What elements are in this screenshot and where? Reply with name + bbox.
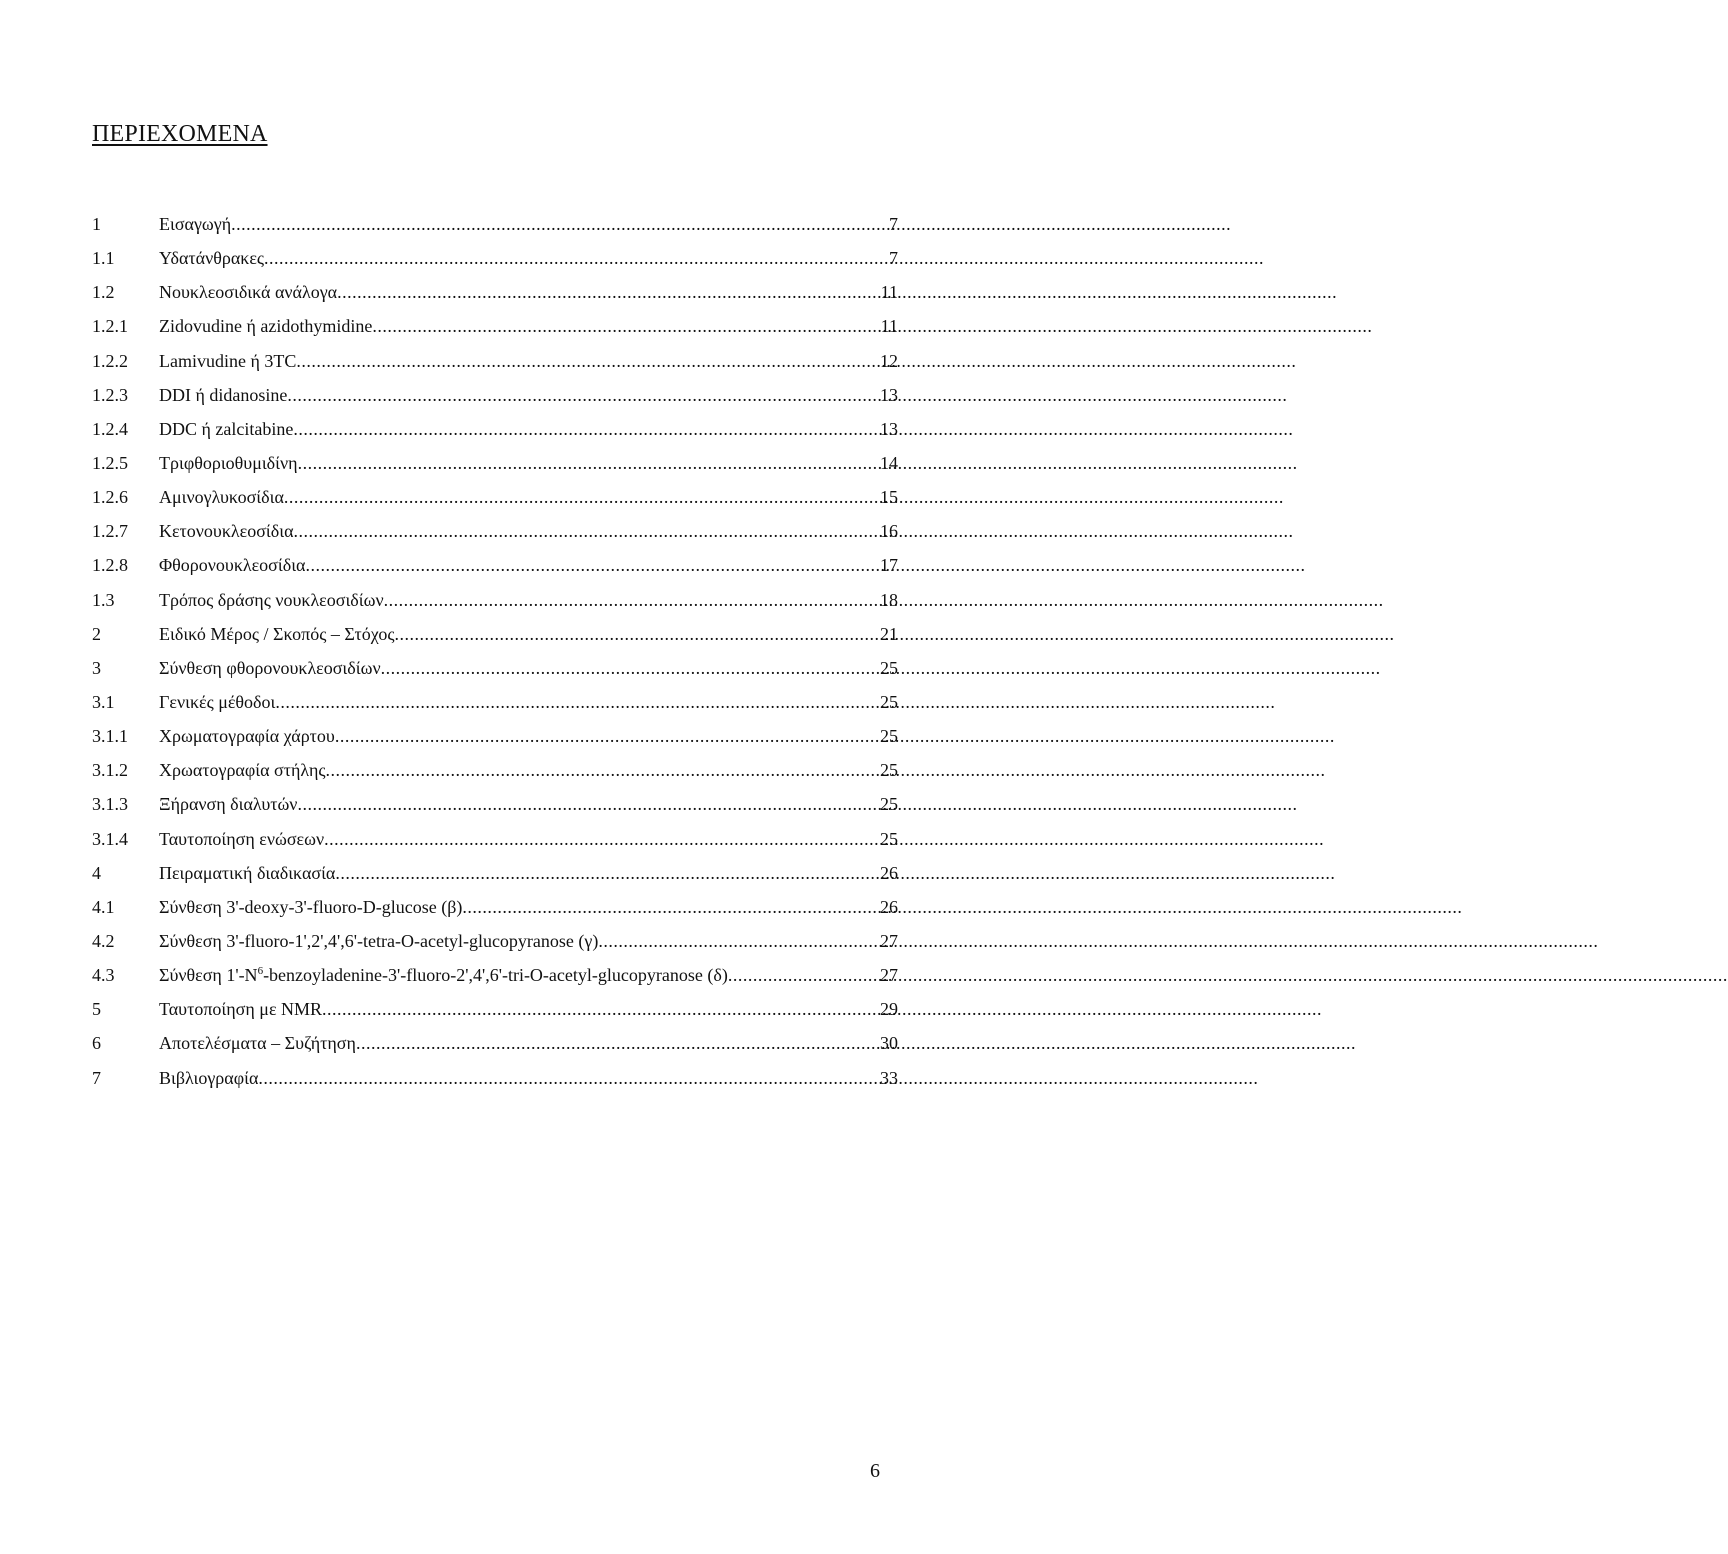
toc-entry-page: 16 [880,521,898,542]
toc-entry-number: 1.2.5 [92,452,128,473]
toc-entry-title: Υδατάνθρακες [159,248,265,269]
superscript-text: 6 [257,965,264,978]
toc-entry-page: 7 [889,248,898,269]
dot-leader [296,351,880,372]
toc-entry-number: 6 [92,1033,101,1054]
toc-entry-number: 1.3 [92,589,115,610]
toc-entry [92,726,898,760]
dot-leader [294,521,881,542]
toc-entry [92,419,898,453]
toc-entry-page: 25 [880,794,898,815]
toc-entry [92,829,898,863]
dot-leader [356,1033,880,1054]
toc-entry-number: 3.1.4 [92,828,128,849]
toc-entry-title: Γενικές μέθοδοι [159,691,276,712]
toc-entry-title [159,965,728,986]
toc-entry-number: 1.2.3 [92,384,128,405]
toc-entry-page: 29 [880,999,898,1020]
toc-entry-number: 1.2.1 [92,316,128,337]
toc-entry-title: DDI ή didanosine [159,384,288,405]
page-number: 6 [870,1460,880,1482]
toc-entry [92,214,898,248]
toc-entry-number: 1.2.2 [92,350,128,371]
toc-entry-page: 25 [880,657,898,678]
toc-entry-title: Ταυτοποίηση ενώσεων [159,828,325,849]
dot-leader [275,692,880,713]
toc-entry [92,658,898,692]
dot-leader [325,760,880,781]
dot-leader [335,726,880,747]
toc-entry-number: 4 [92,862,101,883]
toc-entry-number: 7 [92,1067,101,1088]
toc-entry-number: 1.2.7 [92,521,128,542]
toc-entry [92,351,898,385]
toc-entry [92,965,898,999]
toc-entry [92,692,898,726]
dot-leader [305,555,880,576]
toc-entry-number: 1.2 [92,282,115,303]
toc-entry-page: 33 [880,1067,898,1088]
toc-entry-number: 2 [92,623,101,644]
toc-entry-page: 13 [880,384,898,405]
toc-entry-title: Νουκλεοσιδικά ανάλογα [159,282,338,303]
toc-entry-number: 1.2.8 [92,555,128,576]
toc-entry [92,794,898,828]
toc-entry-title: Βιβλιογραφία [159,1067,259,1088]
toc-entry-title: Χρωματογραφία χάρτου [159,726,335,747]
toc-entry-page: 25 [880,828,898,849]
toc-entry [92,1068,898,1102]
dot-leader [258,1068,880,1089]
toc-entry-title: Χρωατογραφία στήλης [159,760,326,781]
toc-entry-page: 21 [880,623,898,644]
toc-entry-title: Ξήρανση διαλυτών [159,794,298,815]
dot-leader [324,829,880,850]
dot-leader [728,965,880,986]
toc-entry-number: 3.1.2 [92,760,128,781]
toc-entry [92,1033,898,1067]
dot-leader [298,453,880,474]
toc-entry-number: 1.1 [92,248,115,269]
toc-entry-title: Κετονουκλεοσίδια [159,521,294,542]
toc-entry-number: 1 [92,214,101,234]
dot-leader [372,316,880,337]
toc-entry-title: Τρόπος δράσης νουκλεοσιδίων [159,589,384,610]
toc-entry-page: 7 [889,214,898,234]
toc-entry-number: 3.1.3 [92,794,128,815]
toc-entry [92,521,898,555]
toc-entry-number: 3.1 [92,691,115,712]
toc-entry [92,931,898,965]
dot-leader [335,863,880,884]
toc-entry-page: 27 [880,965,898,986]
toc-entry-number: 1.2.6 [92,487,128,508]
toc-entry-title: Αμινογλυκοσίδια [159,487,284,508]
toc-entry-page: 25 [880,691,898,712]
toc-entry-page: 26 [880,896,898,917]
dot-leader [384,590,880,611]
toc-entry-number: 4.1 [92,896,115,917]
toc-entry [92,897,898,931]
toc-entry-page: 18 [880,589,898,610]
dot-leader [395,624,881,645]
toc-entry [92,487,898,521]
toc-entry-title: Lamivudine ή 3TC [159,350,297,371]
toc-entry-page: 26 [880,862,898,883]
toc-entry-title: Φθορονουκλεοσίδια [159,555,306,576]
toc-entry-number: 4.2 [92,930,115,951]
toc-entry-title: Ταυτοποίηση με NMR [159,999,323,1020]
toc-entry-page: 12 [880,350,898,371]
dot-leader [462,897,880,918]
dot-leader [322,999,880,1020]
toc-entry-title: Ειδικό Μέρος / Σκοπός – Στόχος [159,623,395,644]
toc-entry-title: Σύνθεση 3'-fluoro-1',2',4',6'-tetra-O-acetyl-glucopyranose (γ) [159,930,599,951]
dot-leader [381,658,880,679]
toc-entry-title: Τριφθοριοθυμιδίνη [159,452,298,473]
toc-entry-title: Εισαγωγή [159,214,232,234]
toc-entry-page: 30 [880,1033,898,1054]
dot-leader [287,385,880,406]
toc-entry-number: 1.2.4 [92,418,128,439]
toc-entry-page: 14 [880,452,898,473]
toc-entry-number: 4.3 [92,965,115,986]
toc-entry [92,248,898,282]
toc-entry [92,555,898,589]
toc-entry-page: 25 [880,726,898,747]
dot-leader [598,931,880,952]
toc-entry-title: Zidovudine ή azidothymidine [159,316,373,337]
dot-leader [284,487,880,508]
toc-entry-number: 3.1.1 [92,726,128,747]
dot-leader [297,794,880,815]
toc-entry-page: 15 [880,487,898,508]
toc-entry [92,760,898,794]
toc-entry [92,590,898,624]
table-of-contents [92,214,898,1102]
toc-entry-title: Πειραματική διαδικασία [159,862,336,883]
toc-entry-page: 11 [880,282,898,303]
toc-entry-page: 17 [880,555,898,576]
toc-entry [92,385,898,419]
toc-entry-number: 5 [92,999,101,1020]
dot-leader [231,214,889,235]
toc-entry [92,316,898,350]
toc-entry-page: 25 [880,760,898,781]
toc-entry-page: 27 [880,930,898,951]
dot-leader [264,248,889,269]
dot-leader [293,419,880,440]
toc-entry-title: DDC ή zalcitabine [159,418,294,439]
toc-entry-title-part: Σύνθεση 1'-N [159,965,258,986]
toc-entry [92,999,898,1033]
toc-entry-title: Σύνθεση 3'-deoxy-3'-fluoro-D-glucose (β) [159,896,463,917]
toc-entry-number: 3 [92,657,101,678]
dot-leader [337,282,881,303]
toc-entry [92,624,898,658]
toc-entry [92,453,898,487]
toc-entry-title: Σύνθεση φθορονουκλεοσιδίων [159,657,381,678]
toc-entry-page: 13 [880,418,898,439]
toc-entry [92,863,898,897]
page-title: ΠΕΡΙΕΧΟΜΕΝΑ [92,121,268,147]
toc-entry-title-part: -benzoyladenine-3'-fluoro-2',4',6'-tri-O-acetyl-glucopyranose (δ) [263,965,728,986]
toc-entry-title: Αποτελέσματα – Συζήτηση [159,1033,356,1054]
toc-entry-page: 11 [880,316,898,337]
toc-entry [92,282,898,316]
